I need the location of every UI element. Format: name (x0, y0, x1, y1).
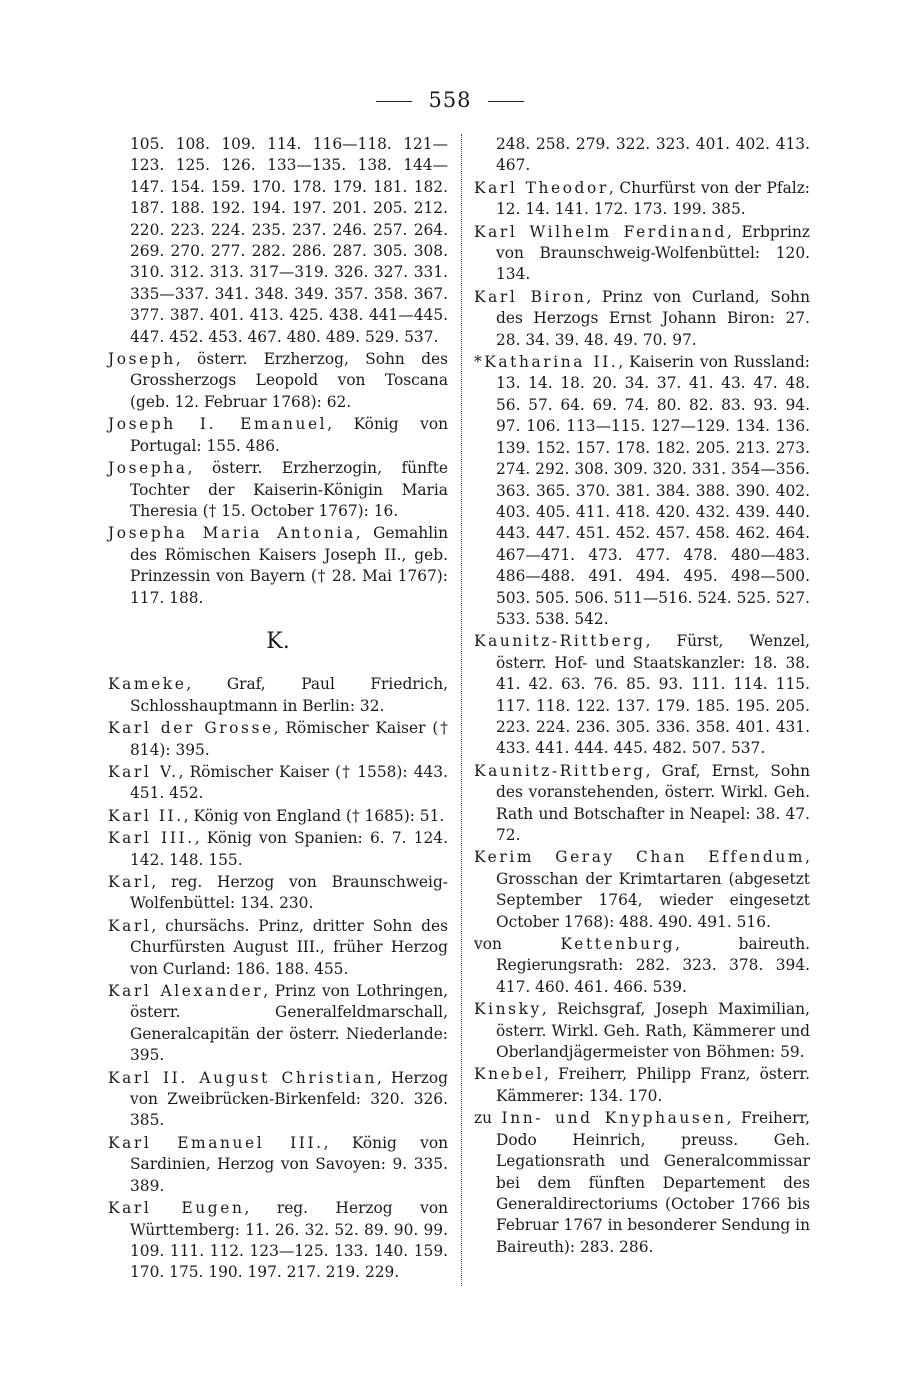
index-entry-continuation (108, 134, 448, 348)
entry-name: Kerim Geray Chan Effendum (474, 848, 806, 867)
entry-text: , Freiherr, Philipp Franz, österr. Kämmerer: 134. 170. (496, 1065, 810, 1105)
entry-text: , österr. Erzherzogin, fünfte Tochter der Kaiserin-Königin Maria Theresia († 15. October 1767): 16. (130, 459, 448, 520)
column-divider (461, 134, 462, 1286)
index-entry (108, 414, 448, 457)
entry-text: , König von England († 1685): 51. (183, 806, 445, 825)
entry-name: Kinsky (474, 1000, 542, 1019)
entry-name: Kaunitz-Rittberg (474, 761, 646, 780)
entry-text: , Römischer Kaiser († 814): 395. (130, 719, 448, 759)
entry-text: 248. 258. 279. 322. 323. 401. 402. 413. 467. (496, 135, 810, 175)
entry-name: Karl III. (108, 829, 195, 848)
entry-text: , baireuth. Regierungsrath: 282. 323. 378. 394. 417. 460. 461. 466. 539. (496, 935, 810, 996)
entry-name: Joseph (108, 350, 176, 369)
index-entry (474, 999, 810, 1063)
index-entry (474, 761, 810, 847)
entry-text: , Erbprinz von Braunschweig-Wolfenbüttel: 120. 134. (496, 222, 811, 284)
index-entry (474, 934, 810, 998)
entry-text: , Graf, Ernst, Sohn des voranstehenden, österr. Wirkl. Geh. Rath und Botschafter in Neapel: 38. 47. 72. (496, 761, 810, 844)
entry-name: Kettenburg (560, 935, 676, 954)
left-column (108, 134, 448, 1285)
entry-text: , Fürst, Wenzel, österr. Hof- und Staatskanzler: 18. 38. 41. 42. 63. 76. 85. 93. 111. 114. 115. 117. 118. 122. 137. 179. 185. 195. 205. 223. 224. 236. 305. 336. 358. 401. 431. 433. 441. 444. 445. 482. 507. 537. (496, 632, 810, 758)
page-number: 558 (428, 88, 472, 112)
entry-name: Karl (108, 873, 152, 891)
entry-text: , Grosschan der Krimtartaren (abgesetzt September 1764, wieder eingesetzt October 1768): 488. 490. 491. 516. (496, 848, 810, 931)
entry-text: , Prinz von Curland, Sohn des Herzogs Ernst Johann Biron: 27. 28. 34. 39. 48. 49. 70. 97. (496, 287, 810, 349)
entry-name: Karl V. (108, 762, 179, 781)
index-entry (474, 287, 810, 351)
index-entry (108, 981, 448, 1067)
entry-name: Karl Wilhelm Ferdinand (474, 222, 728, 241)
entry-name: Josepha (108, 459, 188, 478)
entry-text: , König von Sardinien, Herzog von Savoyen: 9. 335. 389. (130, 1133, 448, 1195)
entry-name: Inn- und Knyphausen (501, 1109, 727, 1128)
index-entry (474, 178, 810, 221)
entry-text: , Prinz von Lothringen, österr. Generalfeldmarschall, Generalcapitän der österr. Niederlande: 395. (130, 982, 448, 1065)
entry-name: Karl Biron (474, 287, 587, 306)
entry-name: Karl Emanuel III. (108, 1133, 324, 1152)
entry-name: Karl Eugen (108, 1199, 245, 1218)
index-entry (108, 523, 448, 609)
index-entry (108, 828, 448, 871)
entry-name: Karl Alexander (108, 982, 264, 1001)
index-entry (474, 222, 810, 286)
entry-text: , Römischer Kaiser († 1558): 443. 451. 452. (130, 762, 448, 803)
entry-text: , reg. Herzog von Braunschweig-Wolfenbüttel: 134. 230. (130, 873, 448, 913)
entry-text: , Herzog von Zweibrücken-Birkenfeld: 320. 326. 385. (130, 1068, 448, 1130)
index-entry (108, 1133, 448, 1197)
index-entry (474, 847, 810, 933)
entry-text: , König von Portugal: 155. 486. (130, 415, 448, 455)
entry-name: Josepha Maria Antonia (108, 524, 356, 543)
index-entry (474, 1108, 810, 1258)
index-entry-continuation (474, 134, 810, 177)
index-entry (108, 806, 448, 827)
entry-prefix: von (474, 935, 561, 954)
header-dash-left (376, 101, 412, 102)
entry-name: Karl Theodor (474, 178, 609, 197)
index-entry (108, 872, 448, 915)
index-entry (108, 718, 448, 761)
entry-name: Karl der Grosse (108, 719, 274, 738)
index-entry (108, 916, 448, 980)
entry-text: , chursächs. Prinz, dritter Sohn des Churfürsten August III., früher Herzog von Curland: 186. 188. 455. (130, 916, 448, 978)
entry-text: , Gemahlin des Römischen Kaisers Joseph II., geb. Prinzessin von Bayern († 28. Mai 1767): 117. 188. (130, 524, 448, 607)
index-entry (474, 631, 810, 759)
entry-prefix: zu (474, 1109, 502, 1128)
entry-text: , Kaiserin von Russland: 13. 14. 18. 20. 34. 37. 41. 43. 47. 48. 56. 57. 64. 69. 74. 80. 82. 83. 93. 94. 97. 106. 113—115. 127—129. 134. 136. 139. 152. 157. 178. 182. 205. 213. 273. 274. 292. 308. 309. 320. 331. 354—356. 363. 365. 370. 381. 384. 388. 390. 402. 403. 405. 411. 418. 420. 432. 439. 440. 443. 447. 451. 452. 457. 458. 462. 464. 467—471. 473. 477. 478. 480—483. 486—488. 491. 494. 495. 498—500. 503. 505. 506. 511—516. 524. 525. 527. 533. 538. 542. (496, 353, 810, 628)
entry-name: *Katharina II. (474, 353, 619, 372)
index-entry (108, 349, 448, 413)
section-letter-heading: K. (266, 628, 290, 654)
entry-name: Karl II. August Christian (108, 1068, 377, 1087)
entry-text: , reg. Herzog von Württemberg: 11. 26. 32. 52. 89. 90. 99. 109. 111. 112. 123—125. 133. 140. 159. 170. 175. 190. 197. 217. 219. 229. (130, 1199, 449, 1282)
entry-text: 105. 108. 109. 114. 116—118. 121— 123. 125. 126. 133—135. 138. 144— 147. 154. 159. 170. 178. 179. 181. 182. 187. 188. 192. 194. 197. 201. 205. 212. 220. 223. 224. 235. 237. 246. 257. 264. 269. 270. 277. 282. 286. 287. 305. 308. 310. 312. 313. 317—319. 326. 327. 331. 335—337. 341. 348. 349. 357. 358. 367. 377. 387. 401. 413. 425. 438. 441—445. 447. 452. 453. 467. 480. 489. 529. 537. (130, 135, 448, 346)
entry-text: , Churfürst von der Pfalz: 12. 14. 141. 172. 173. 199. 385. (496, 178, 810, 219)
entry-text: , Freiherr, Dodo Heinrich, preuss. Geh. Legationsrath und Generalcommissar bei dem fünften Departement des Generaldirectoriums (October 1766 bis Februar 1767 in besonderer Sendung in Baireuth): 283. 286. (496, 1109, 810, 1256)
entry-text: , österr. Erzherzog, Sohn des Grossherzogs Leopold von Toscana (geb. 12. Februar 1768): 62. (130, 350, 448, 411)
page-header (0, 88, 900, 112)
index-entry (108, 1068, 448, 1132)
entry-name: Karl II. (108, 806, 184, 825)
index-entry (474, 352, 810, 630)
entry-text: , Reichsgraf, Joseph Maximilian, österr. Wirkl. Geh. Rath, Kämmerer und Oberlandjägermeister von Böhmen: 59. (496, 1000, 810, 1062)
index-entry (108, 1198, 448, 1284)
entry-name: Knebel (474, 1065, 545, 1084)
right-column (474, 134, 810, 1259)
entry-name: Kameke (108, 675, 187, 694)
entry-name: Kaunitz-Rittberg (474, 632, 646, 651)
entry-text: , Graf, Paul Friedrich, Schlosshauptmann in Berlin: 32. (130, 675, 448, 715)
index-entry (474, 1064, 810, 1107)
index-entry (108, 674, 448, 717)
index-entry (108, 458, 448, 522)
entry-name: Karl (108, 916, 152, 935)
entry-text: , König von Spanien: 6. 7. 124. 142. 148. 155. (130, 829, 448, 869)
entry-name: Joseph I. Emanuel (108, 415, 328, 434)
header-dash-right (488, 101, 524, 102)
index-entry (108, 762, 448, 805)
